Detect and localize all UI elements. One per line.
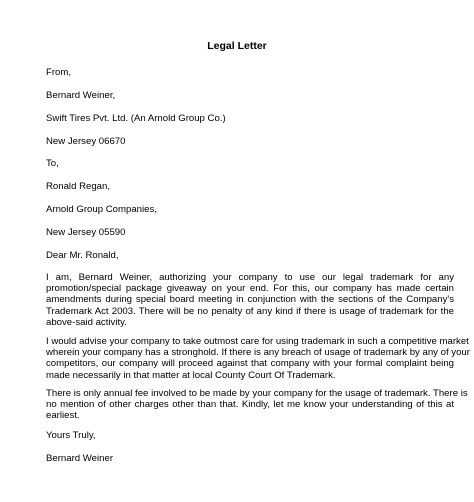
paragraph-line: made necessarily in that matter at local County Court Of Trademark.: [46, 369, 336, 381]
recipient-name: Ronald Regan,: [46, 181, 111, 192]
paragraph-line: promotion/special package giveaway on your end. For this, our company has made certain: [46, 283, 454, 295]
paragraph-authorization: [46, 272, 454, 328]
to-label: To,: [46, 158, 59, 169]
from-label: From,: [46, 67, 72, 78]
closing: Yours Truly,: [46, 430, 96, 441]
paragraph-line: I am, Bernard Weiner, authorizing your company to use our legal trademark for any: [46, 272, 454, 283]
signature-name: Bernard Weiner: [46, 453, 114, 464]
paragraph-advice: [46, 336, 470, 381]
recipient-company: Arnold Group Companies,: [46, 204, 157, 215]
page-bottom-edge: [0, 498, 474, 502]
paragraph-line: I would advise your company to take outmost care for using trademark in such a competitive market: [46, 336, 469, 347]
paragraph-fees: [46, 388, 468, 422]
sender-location: New Jersey 06670: [46, 136, 126, 147]
paragraph-line: amendments during special board meeting in conjunction with the sections of the Company's: [46, 294, 454, 306]
paragraph-line: wherein your company has a stronghold. If there is any breach of usage of trademark by any of your: [46, 347, 470, 359]
sender-name: Bernard Weiner,: [46, 90, 116, 101]
paragraph-line: earliest.: [46, 410, 80, 422]
paragraph-line: competitors, our company will proceed against that company with your formal complaint being: [46, 358, 454, 370]
salutation: Dear Mr. Ronald,: [46, 250, 119, 261]
paragraph-line: Trademark Act 2003. There will be no penalty of any kind if there is usage of trademark for the: [46, 305, 454, 317]
sender-company: Swift Tires Pvt. Ltd. (An Arnold Group Co.): [46, 113, 226, 124]
recipient-location: New Jersey 05590: [46, 227, 126, 238]
paragraph-line: There is only annual fee involved to be made by your company for the usage of trademark. There is: [46, 388, 468, 399]
paragraph-line: above-said activity.: [46, 316, 127, 328]
paragraph-line: no mention of other charges other than that. Kindly, let me know your understanding of this at: [46, 399, 454, 411]
letter-title: Legal Letter: [207, 40, 267, 52]
